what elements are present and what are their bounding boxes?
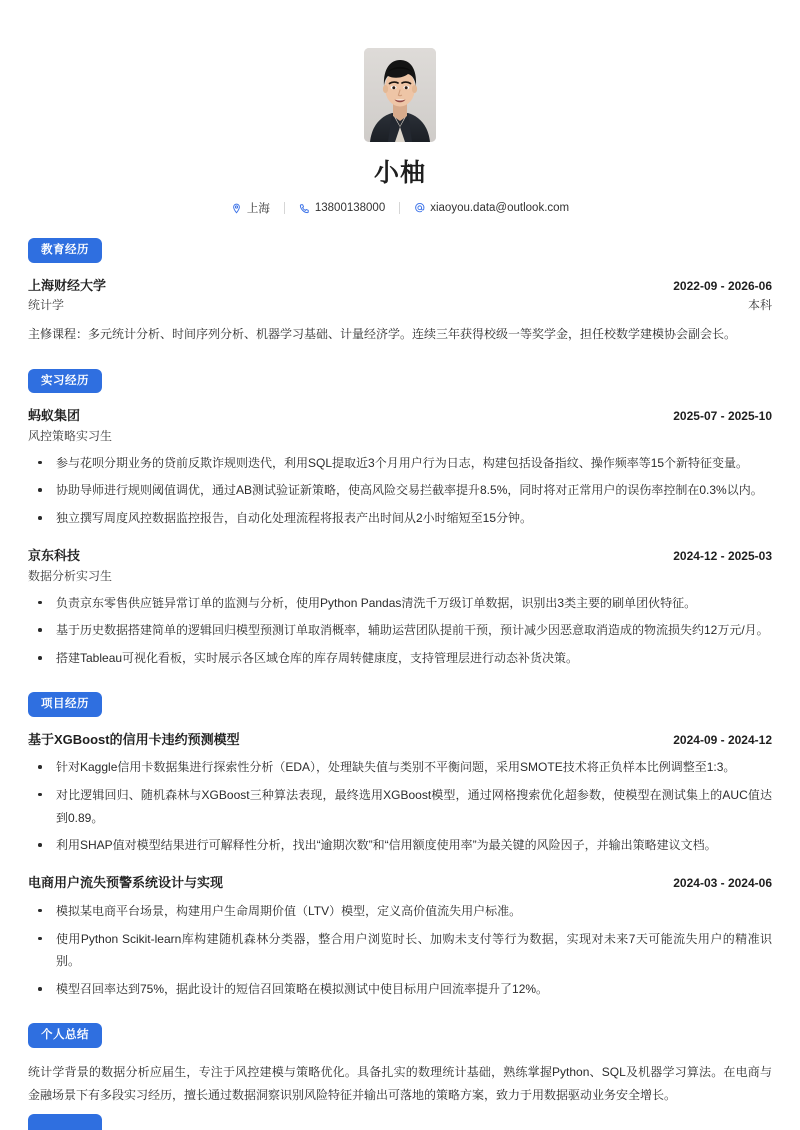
list-item: 搭建Tableau可视化看板，实时展示各区域仓库的库存周转健康度，支持管理层进行动态补货决策。: [28, 647, 772, 670]
avatar: [364, 48, 436, 142]
list-item: 使用Python Scikit-learn库构建随机森林分类器，整合用户浏览时长、加购未支付等行为数据，实现对未来7天可能流失用户的精准识别。: [28, 928, 772, 974]
project-bullets: [28, 900, 772, 1001]
email-at-icon: [414, 202, 426, 214]
section-summary: [28, 1023, 772, 1107]
page-title: 小柚: [373, 159, 426, 187]
list-item: 模型召回率达到75%，据此设计的短信召回策略在模拟测试中使目标用户回流率提升了12%。: [28, 978, 772, 1001]
project-name: 电商用户流失预警系统设计与实现: [28, 875, 224, 891]
education-entry: [28, 276, 772, 347]
education-description: 主修课程：多元统计分析、时间序列分析、机器学习基础、计量经济学。连续三年获得校级一等奖学金，担任校数学建模协会副会长。: [28, 327, 737, 342]
degree: 本科: [747, 298, 772, 313]
company-name: 京东科技: [28, 548, 81, 564]
entry-head: [28, 873, 772, 893]
section-projects: [28, 692, 772, 1001]
school-name: 上海财经大学: [28, 277, 107, 293]
contact-divider: [284, 202, 285, 214]
section-internship: [28, 369, 772, 670]
list-item: 模拟某电商平台场景，构建用户生命周期价值（LTV）模型，定义高价值流失用户标准。: [28, 900, 772, 923]
job-title: 数据分析实习生: [28, 568, 113, 583]
company-name: 蚂蚁集团: [28, 408, 81, 424]
internship-bullets: [28, 452, 772, 530]
list-item: 负责京东零售供应链异常订单的监测与分析，使用Python Pandas清洗千万级订单数据，识别出3类主要的刷单团伙特征。: [28, 592, 772, 615]
section-badge-internship: 实习经历: [28, 369, 102, 394]
phone-icon: [299, 202, 311, 214]
contact-row: [231, 200, 569, 216]
entry-head: [28, 730, 772, 750]
list-item: 针对Kaggle信用卡数据集进行探索性分析（EDA），处理缺失值与类别不平衡问题，采用SMOTE技术将正负样本比例调整至1:3。: [28, 756, 772, 779]
entry-head: [28, 276, 772, 296]
internship-entry: [28, 546, 772, 670]
list-item: 参与花呗分期业务的贷前反欺诈规则迭代，利用SQL提取近3个月用户行为日志，构建包括设备指纹、操作频率等15个新特征变量。: [28, 452, 772, 475]
contact-location-text: 上海: [246, 203, 270, 215]
contact-phone: [299, 202, 385, 214]
entry-head: [28, 546, 772, 566]
project-entry: [28, 730, 772, 858]
list-item: 对比逻辑回归、随机森林与XGBoost三种算法表现，最终选用XGBoost模型，通过网格搜索优化超参数，使模型在测试集上的AUC值达到0.89。: [28, 784, 772, 830]
project-date: 2024-09 - 2024-12: [673, 732, 772, 747]
contact-location: [231, 200, 270, 216]
entry-sub: [28, 296, 772, 314]
internship-entry: [28, 406, 772, 530]
internship-date: 2024-12 - 2025-03: [673, 549, 772, 564]
section-education: [28, 238, 772, 347]
list-item: 独立撰写周度风控数据监控报告，自动化处理流程将报表产出时间从2小时缩短至15分钟。: [28, 507, 772, 530]
section-badge-next-clipped: [28, 1114, 102, 1130]
entry-sub: [28, 567, 772, 585]
project-date: 2024-03 - 2024-06: [673, 876, 772, 891]
contact-email-text: xiaoyou.data@outlook.com: [430, 202, 570, 214]
resume-header: [28, 0, 772, 216]
internship-date: 2025-07 - 2025-10: [673, 409, 772, 424]
entry-sub: [28, 427, 772, 445]
contact-phone-text: 13800138000: [314, 202, 386, 214]
education-date: 2022-09 - 2026-06: [673, 278, 772, 293]
major: 统计学: [28, 298, 65, 313]
job-title: 风控策略实习生: [28, 428, 113, 443]
list-item: 协助导师进行规则阈值调优，通过AB测试验证新策略，使高风险交易拦截率提升8.5%，同时将对正常用户的误伤率控制在0.3%以内。: [28, 479, 772, 502]
location-pin-icon: [231, 202, 243, 214]
list-item: 基于历史数据搭建简单的逻辑回归模型预测订单取消概率，辅助运营团队提前干预，预计减少因恶意取消造成的物流损失约12万元/月。: [28, 619, 772, 642]
project-entry: [28, 873, 772, 1001]
section-badge-summary: 个人总结: [28, 1023, 102, 1048]
entry-head: [28, 406, 772, 426]
summary-text: 统计学背景的数据分析应届生，专注于风控建模与策略优化。具备扎实的数理统计基础，熟练掌握Python、SQL及机器学习算法。在电商与金融场景下有多段实习经历，擅长通过数据洞察识别风险特征并输出可落地的策略方案，致力于用数据驱动业务安全增长。: [28, 1064, 772, 1102]
project-bullets: [28, 756, 772, 857]
section-badge-education: 教育经历: [28, 238, 102, 263]
contact-email: [414, 202, 569, 214]
list-item: 利用SHAP值对模型结果进行可解释性分析，找出“逾期次数”和“信用额度使用率”为最关键的风险因子，并输出策略建议文档。: [28, 834, 772, 857]
internship-bullets: [28, 592, 772, 670]
contact-divider: [399, 202, 400, 214]
project-name: 基于XGBoost的信用卡违约预测模型: [28, 731, 240, 747]
section-badge-projects: 项目经历: [28, 692, 102, 717]
